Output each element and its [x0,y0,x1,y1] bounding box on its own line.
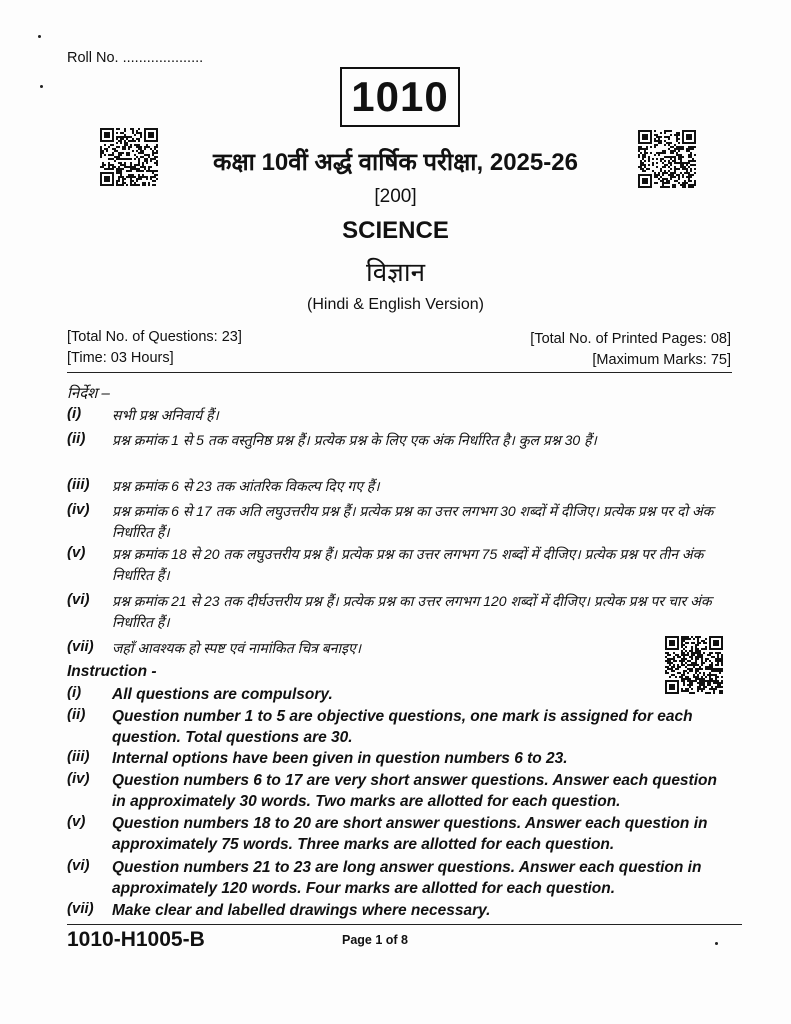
instruction-text: Question numbers 21 to 23 are long answer questions. Answer each question in approximately 120 words. Four marks are allotted for each question. [112,859,702,897]
english-instructions [67,660,731,922]
instruction-number: (vii) [67,900,94,917]
exam-time: [Time: 03 Hours] [67,350,174,366]
instruction-number: (iii) [67,476,90,493]
printed-pages: [Total No. of Printed Pages: 08] [530,331,731,347]
hindi-instructions [67,380,731,670]
instruction-text: Make clear and labelled drawings where necessary. [112,902,491,919]
instruction-text: प्रश्न क्रमांक 6 से 23 तक आंतरिक विकल्प दिए गए हैं। [112,478,380,494]
instruction-number: (i) [67,684,82,701]
instruction-text: Question numbers 18 to 20 are short answer questions. Answer each question in approximately 75 words. Three marks are allotted for each question. [112,815,708,853]
version-note: (Hindi & English Version) [307,296,484,313]
total-questions: [Total No. of Questions: 23] [67,329,242,345]
instruction-number: (iv) [67,501,90,518]
instruction-text: Question numbers 6 to 17 are very short answer questions. Answer each question in approximately 30 words. Two marks are allotted for each question. [112,772,717,810]
instruction-text: जहाँ आवश्यक हो स्पष्ट एवं नामांकित चित्र बनाइए। [112,640,362,656]
roll-number-field: Roll No. .................... [67,50,204,66]
scan-speck [38,35,41,38]
scan-speck [40,85,43,88]
instruction-number: (vi) [67,857,90,874]
instruction-number: (ii) [67,706,86,723]
instruction-text: All questions are compulsory. [112,686,333,703]
header-divider [67,372,732,373]
subject-hindi: विज्ञान [365,257,426,287]
instruction-number: (vii) [67,638,94,655]
maximum-marks: [Maximum Marks: 75] [592,352,731,368]
english-heading: Instruction - [67,663,157,680]
instruction-number: (v) [67,813,86,830]
instruction-text: Question number 1 to 5 are objective questions, one mark is assigned for each question. Total questions are 30. [112,708,693,746]
instruction-text: प्रश्न क्रमांक 1 से 5 तक वस्तुनिष्ठ प्रश्न हैं। प्रत्येक प्रश्न के लिए एक अंक निर्धारित है। कुल प्रश्न 30 हैं। [112,432,597,448]
instruction-number: (vi) [67,591,90,608]
footer-paper-code: 1010-H1005-B [67,928,205,951]
instruction-text: सभी प्रश्न अनिवार्य हैं। [112,407,219,423]
subject-code: [200] [374,186,417,207]
subject-english: SCIENCE [342,217,449,244]
exam-title: कक्षा 10वीं अर्द्ध वार्षिक परीक्षा, 2025-26 [213,149,578,176]
instruction-text: Internal options have been given in question numbers 6 to 23. [112,750,568,767]
instruction-text: प्रश्न क्रमांक 6 से 17 तक अति लघुउत्तरीय प्रश्न हैं। प्रत्येक प्रश्न का उत्तर लगभग 30 शब्दों में दीजिए। प्रत्येक प्रश्न पर दो अंक निर्धारित हैं। [112,503,714,540]
footer-divider [67,924,742,925]
instruction-text: प्रश्न क्रमांक 18 से 20 तक लघुउत्तरीय प्रश्न हैं। प्रत्येक प्रश्न का उत्तर लगभग 75 शब्दों में दीजिए। प्रत्येक प्रश्न पर तीन अंक निर्धारित हैं। [112,546,704,583]
instruction-number: (iii) [67,748,90,765]
instruction-number: (i) [67,405,82,422]
paper-code-box: 1010 [340,67,460,127]
instruction-number: (iv) [67,770,90,787]
scan-speck [715,942,718,945]
instruction-number: (ii) [67,430,86,447]
instruction-number: (v) [67,544,86,561]
hindi-heading: निर्देश – [67,385,110,402]
instruction-text: प्रश्न क्रमांक 21 से 23 तक दीर्घउत्तरीय प्रश्न हैं। प्रत्येक प्रश्न का उत्तर लगभग 120 शब्दों में दीजिए। प्रत्येक प्रश्न पर चार अंक निर्धारित हैं। [112,593,712,630]
page-number: Page 1 of 8 [342,933,408,947]
